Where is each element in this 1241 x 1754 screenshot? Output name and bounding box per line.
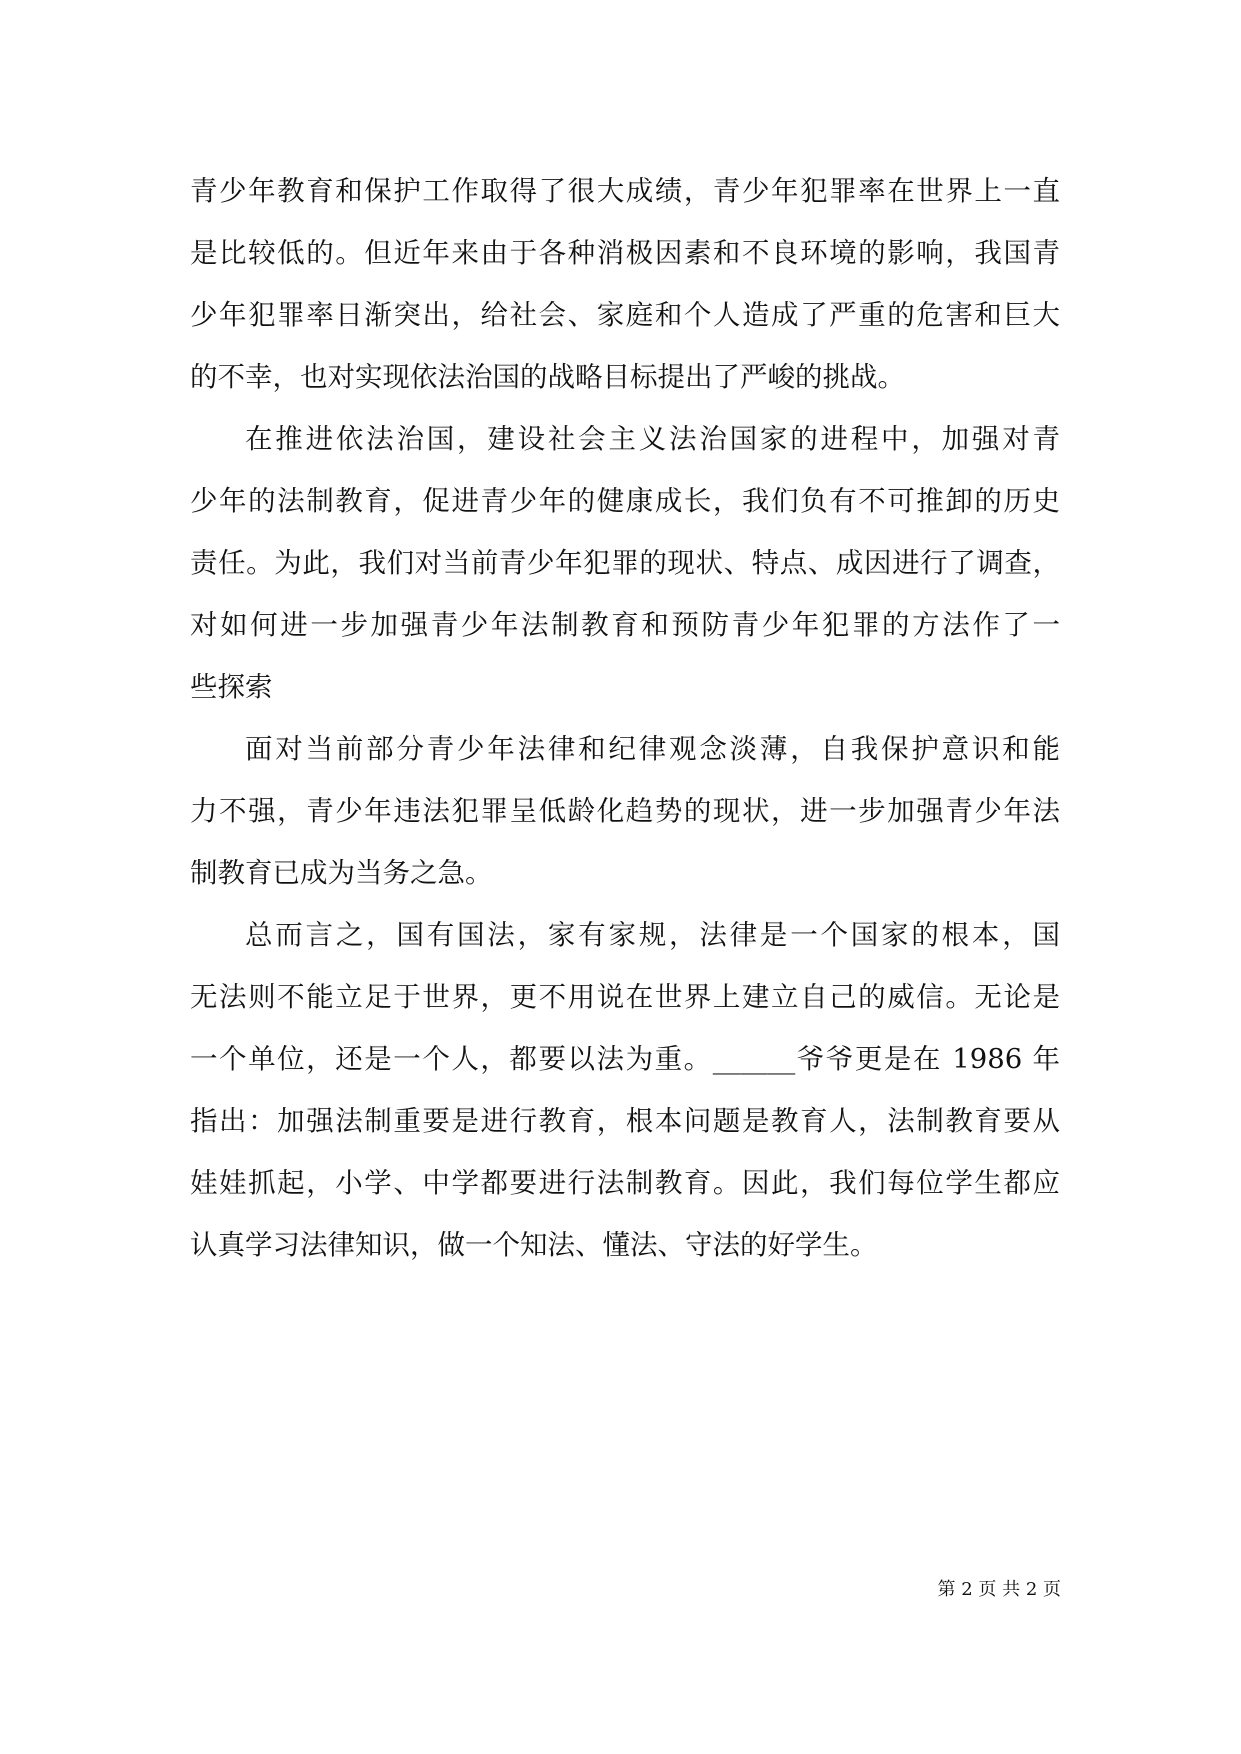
text-line: 面对当前部分青少年法律和纪律观念淡薄，自我保护意识和能 [245, 733, 1060, 765]
paragraph [190, 718, 1060, 904]
text-line: 少年犯罪率日渐突出，给社会、家庭和个人造成了严重的危害和巨大 [190, 299, 1060, 331]
text-line: 无法则不能立足于世界，更不用说在世界上建立自己的威信。无论是 [190, 981, 1060, 1013]
paragraph [190, 904, 1060, 1276]
text-line: 责任。为此，我们对当前青少年犯罪的现状、特点、成因进行了调查， [190, 547, 1060, 579]
text-line: 对如何进一步加强青少年法制教育和预防青少年犯罪的方法作了一 [190, 609, 1060, 641]
paragraph [190, 160, 1060, 408]
text-line: 认真学习法律知识，做一个知法、懂法、守法的好学生。 [190, 1229, 878, 1261]
text-line: 制教育已成为当务之急。 [190, 857, 493, 889]
text-line: 一个单位，还是一个人，都要以法为重。______爷爷更是在 1986 年 [190, 1043, 1060, 1075]
document-body [190, 160, 1060, 1276]
text-line: 总而言之，国有国法，家有家规，法律是一个国家的根本，国 [245, 919, 1060, 951]
text-line: 力不强，青少年违法犯罪呈低龄化趋势的现状，进一步加强青少年法 [190, 795, 1060, 827]
paragraph [190, 408, 1060, 718]
text-line: 在推进依法治国，建设社会主义法治国家的进程中，加强对青 [245, 423, 1060, 455]
text-line: 青少年教育和保护工作取得了很大成绩，青少年犯罪率在世界上一直 [190, 175, 1060, 207]
text-line: 指出：加强法制重要是进行教育，根本问题是教育人，法制教育要从 [190, 1105, 1060, 1137]
text-line: 的不幸，也对实现依法治国的战略目标提出了严峻的挑战。 [190, 361, 905, 393]
text-line: 是比较低的。但近年来由于各种消极因素和不良环境的影响，我国青 [190, 237, 1060, 269]
text-line: 少年的法制教育，促进青少年的健康成长，我们负有不可推卸的历史 [190, 485, 1060, 517]
page-number-footer: 第 2 页 共 2 页 [937, 1579, 1061, 1600]
text-line: 些探索 [190, 671, 273, 703]
text-line: 娃娃抓起，小学、中学都要进行法制教育。因此，我们每位学生都应 [190, 1167, 1060, 1199]
